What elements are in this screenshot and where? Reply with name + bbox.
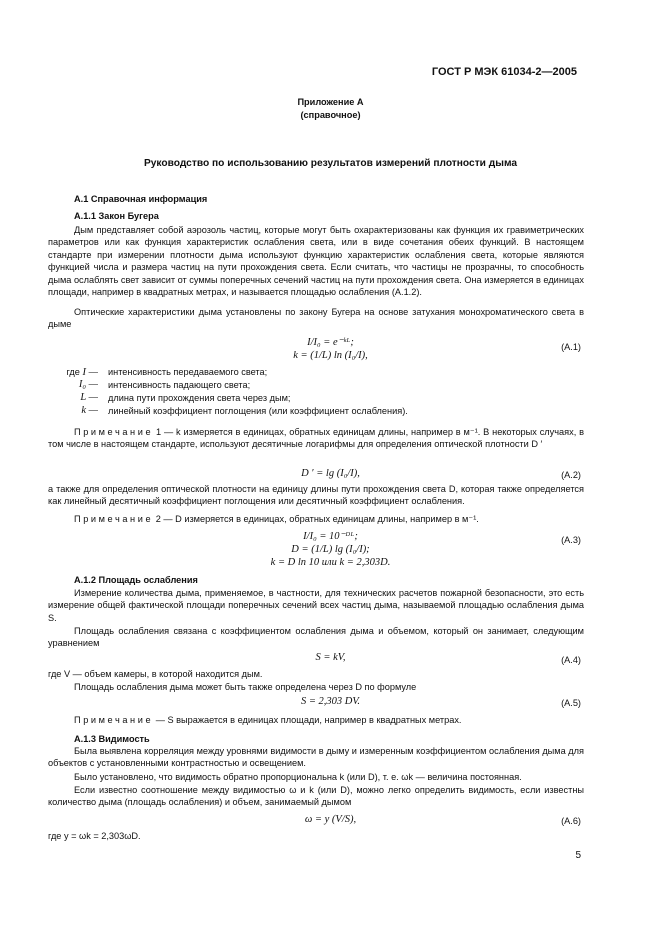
definition-symbol: I — bbox=[82, 367, 98, 378]
definition-text: интенсивность падающего света; bbox=[108, 380, 251, 390]
appendix-subtitle: (справочное) bbox=[300, 110, 361, 120]
paragraph-chamber-volume: где V — объем камеры, в которой находится дым. bbox=[48, 669, 263, 679]
paragraph-gamma-definition: где y = ωk = 2,303ωD. bbox=[48, 831, 141, 841]
equation-a2: D ′ = lg (I₀/I), bbox=[301, 468, 360, 479]
equation-a3-line3: k = D ln 10 или k = 2,303D. bbox=[270, 557, 391, 568]
equation-a3-line1: I/I₀ = 10⁻ᴰᴸ; bbox=[303, 531, 358, 542]
definition-row bbox=[48, 366, 588, 379]
equation-a1-line1: I/I₀ = e⁻ᵏᴸ; bbox=[307, 337, 354, 348]
equation-a4-number: (А.4) bbox=[561, 655, 581, 665]
equation-a2-number: (А.2) bbox=[561, 470, 581, 480]
note-2-label: Примечание bbox=[74, 514, 154, 524]
equation-a6: ω = y (V/S), bbox=[304, 814, 357, 825]
definition-symbol: I₀ — bbox=[78, 379, 98, 390]
definition-symbol: k — bbox=[81, 405, 98, 416]
paragraph-smoke-quantity: Измерение количества дыма, применяемое, в частности, для технических расчетов пожарной безопасности, это есть измерение общей фактической площади поперечных сечений всех частиц дыма, называемой площадью ослабления дыма S. bbox=[48, 588, 584, 623]
section-a12-heading: А.1.2 Площадь ослабления bbox=[74, 575, 198, 585]
definition-row bbox=[48, 392, 588, 405]
paragraph-visibility-determination: Если известно соотношение между видимостью ω и k (или D), можно легко определить видимость, если известны количество дыма (площадь ослабления) и объем, занимаемый дымом bbox=[48, 785, 584, 808]
note-3-label: Примечание bbox=[74, 715, 154, 725]
note-2 bbox=[48, 513, 584, 525]
definition-row bbox=[48, 405, 588, 418]
note-1-text: 1 — k измеряется в единицах, обратных единицам длины, например в м⁻¹. В некоторых случаях, в том числе в настоящем стандарте, используют десятичные логарифмы для определения оптической плотности D ′ bbox=[48, 427, 584, 450]
paragraph-smoke-aerosol: Дым представляет собой аэрозоль частиц, которые могут быть охарактеризованы как функция их гравиметрических параметров или как функция характеристик ослабления света, или в виде сочетания обеих функций. В настоящем стандарте при измерении плотности дыма используют функцию характеристик ослабления света, которые являются функцией числа и размера частиц на пути прохождения света. Если считать, что частицы не прозрачны, то способность дыма ослаблять свет зависит от суммы поперечных сечений частиц на пути прохождения света. Она измеряется в единицах площади, например в квадратных метрах, и называется площадью ослабления (А.1.2). bbox=[48, 225, 584, 298]
appendix-title: Приложение А bbox=[297, 97, 364, 107]
equation-a3-number: (А.3) bbox=[561, 535, 581, 545]
document-title: Руководство по использованию результатов измерений плотности дыма bbox=[143, 158, 518, 169]
note-1 bbox=[48, 426, 584, 451]
page-number: 5 bbox=[575, 850, 581, 861]
equation-a4: S = kV, bbox=[315, 652, 346, 663]
section-a1-heading: А.1 Справочная информация bbox=[74, 194, 208, 204]
equation-a3-line2: D = (1/L) lg (I₀/I); bbox=[291, 544, 370, 555]
definition-row bbox=[48, 379, 588, 392]
equation-a1-line2: k = (1/L) ln (I₀/I), bbox=[293, 350, 368, 361]
note-3 bbox=[48, 714, 584, 726]
paragraph-visibility-proportional: Было установлено, что видимость обратно пропорциональна k (или D), т. е. ωk — величина постоянная. bbox=[74, 772, 522, 782]
equation-a1-number: (А.1) bbox=[561, 342, 581, 352]
document-header: ГОСТ Р МЭК 61034-2—2005 bbox=[431, 66, 577, 78]
definition-symbol: L — bbox=[80, 392, 98, 403]
paragraph-obscuration-area: Площадь ослабления связана с коэффициентом ослабления дыма и объемом, который он занимает, следующим уравнением bbox=[48, 626, 584, 649]
equation-a5: S = 2,303 DV. bbox=[300, 696, 361, 707]
definition-text: линейный коэффициент поглощения (или коэффициент ослабления). bbox=[108, 406, 408, 416]
equation-a5-number: (А.5) bbox=[561, 698, 581, 708]
symbol-definitions bbox=[48, 366, 588, 418]
definition-text: длина пути прохождения света через дым; bbox=[108, 393, 291, 403]
section-a13-heading: А.1.3 Видимость bbox=[74, 734, 150, 744]
paragraph-optical-density: а также для определения оптической плотности на единицу длины пути прохождения света D, которая также определяется как линейный десятичный коэффициент поглощения или десятичный коэффициент ослабления. bbox=[48, 484, 584, 507]
section-a11-heading: А.1.1 Закон Бугера bbox=[74, 211, 159, 221]
paragraph-visibility-correlation: Была выявлена корреляция между уровнями видимости в дыму и измеренным коэффициентом ослабления дыма для объектов с установленными контрастностью и освещением. bbox=[48, 746, 584, 769]
equation-a6-number: (А.6) bbox=[561, 816, 581, 826]
note-2-text: 2 — D измеряется в единицах, обратных единицам длины, например в м⁻¹. bbox=[155, 514, 479, 524]
paragraph-formula-intro: Площадь ослабления дыма может быть также определена через D по формуле bbox=[74, 682, 417, 692]
definition-text: интенсивность передаваемого света; bbox=[108, 367, 268, 377]
note-3-text: — S выражается в единицах площади, например в квадратных метрах. bbox=[155, 715, 462, 725]
paragraph-optical-characteristics: Оптические характеристики дыма установлены по закону Бугера на основе затухания монохроматического света в дыме bbox=[48, 307, 584, 330]
definition-prefix: где bbox=[66, 367, 80, 377]
note-1-label: Примечание bbox=[74, 427, 154, 437]
